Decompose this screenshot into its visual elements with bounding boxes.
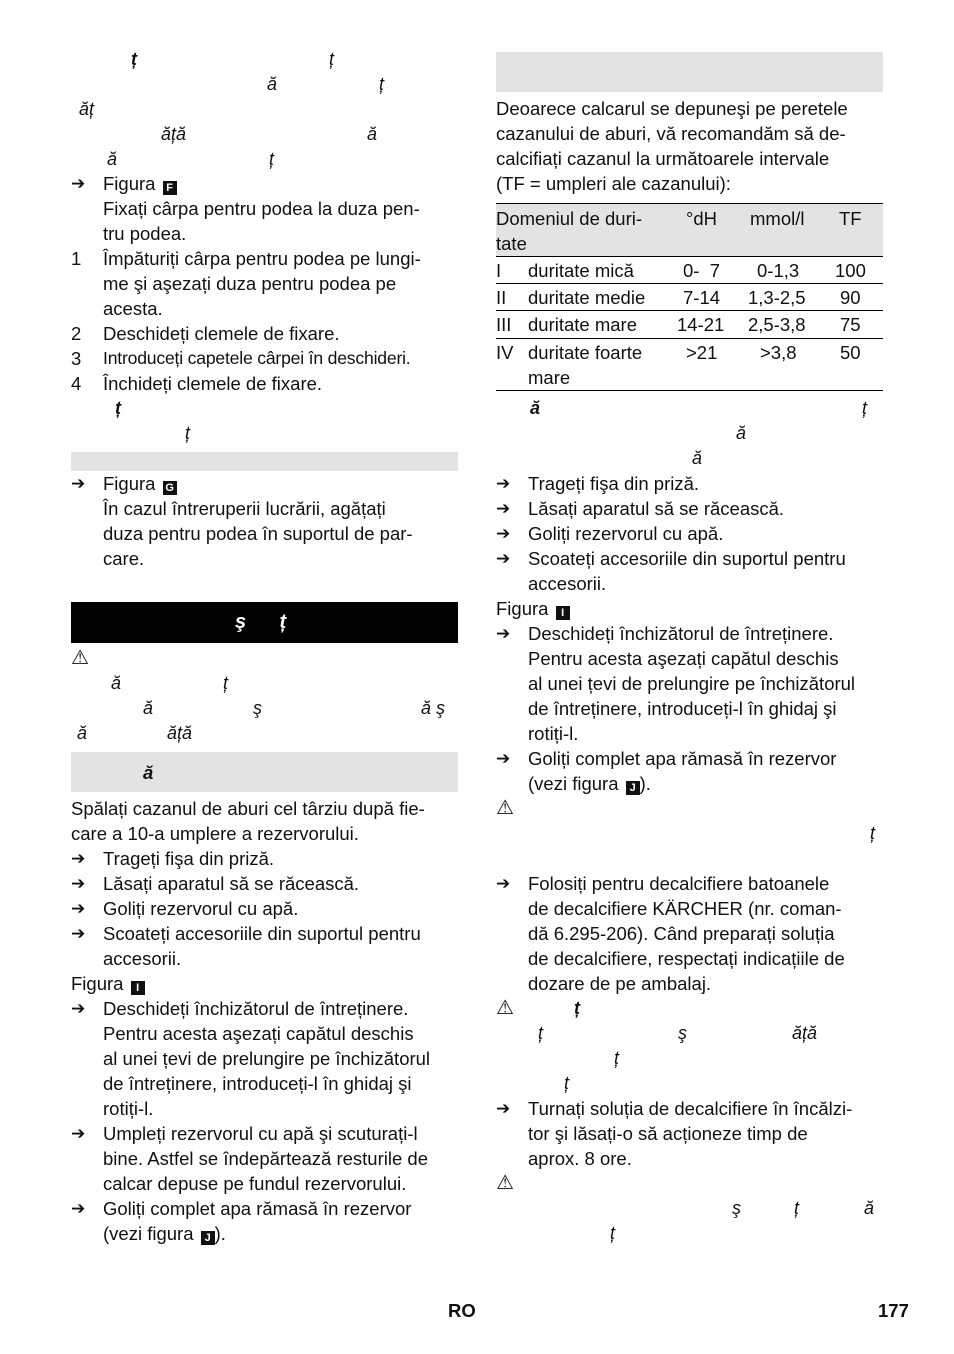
- table-header-cell: °dH: [686, 208, 718, 229]
- arrow-right-icon: ➔: [496, 624, 511, 643]
- arrow-right-icon: ➔: [71, 874, 86, 893]
- warning-icon: ⚠: [496, 997, 514, 1019]
- arrow-right-icon: ➔: [71, 849, 86, 868]
- step-number: 2: [71, 323, 82, 344]
- text-fragment: ț: [379, 74, 385, 94]
- step-line: Deschideți clemele de fixare.: [103, 323, 340, 344]
- text-fragment: ş: [678, 1023, 687, 1043]
- text-fragment: ț: [538, 1023, 544, 1043]
- text-fragment: ț: [614, 1048, 620, 1068]
- step-line: Închideți clemele de fixare.: [103, 373, 323, 394]
- table-row: II duritate medie 7-14 1,3-2,5 90: [496, 287, 861, 308]
- arrow-right-icon: ➔: [71, 899, 86, 918]
- text-fragment: ț: [870, 823, 876, 843]
- paragraph-line: Deoarece calcarul se depuneşi pe peretele: [496, 98, 848, 119]
- paragraph-line: care a 10-a umplere a rezervorului.: [71, 823, 359, 844]
- text-fragment: ăț: [79, 99, 95, 119]
- text-fragment: ă: [111, 673, 122, 693]
- text-fragment: ă: [367, 124, 378, 144]
- table-header-cell: Domeniul de duri- tate: [496, 208, 643, 254]
- arrow-right-icon: ➔: [496, 874, 511, 893]
- instruction-line: În cazul întreruperii lucrării, agățați: [103, 498, 386, 519]
- bullet-line: al unei țevi de prelungire pe închizătorul: [528, 673, 856, 694]
- bullet-line: de întreținere, introduceți-l în ghidaj şi: [103, 1073, 412, 1094]
- text-fragment: ă: [267, 74, 278, 94]
- paragraph-line: calcifiați cazanul la următoarele intervale: [496, 148, 830, 169]
- figure-label: Figura: [496, 598, 549, 619]
- step-line: acesta.: [103, 298, 163, 319]
- text-fragment: ț: [329, 49, 335, 69]
- footer-language: RO: [448, 1300, 476, 1321]
- bullet-line: dozare de pe ambalaj.: [528, 973, 712, 994]
- text-fragment: ă: [736, 423, 747, 443]
- text-fragment: ț: [131, 49, 137, 69]
- text-fragment: ă: [107, 149, 118, 169]
- figure-badge-j: J: [626, 781, 640, 795]
- bullet-line: bine. Astfel se îndepărtează resturile de: [103, 1148, 428, 1169]
- text-fragment: ă: [864, 1198, 875, 1218]
- figure-badge-g: G: [163, 481, 177, 495]
- arrow-right-icon: ➔: [71, 999, 86, 1018]
- text-fragment: ț: [269, 149, 275, 169]
- arrow-right-icon: ➔: [71, 1124, 86, 1143]
- figure-badge-i: I: [556, 606, 570, 620]
- text-fragment: ț: [794, 1198, 800, 1218]
- step-line: me şi aşezați duza pentru podea pe: [103, 273, 397, 294]
- text-fragment: ăță: [161, 124, 187, 144]
- bullet-line: accesorii.: [528, 573, 607, 594]
- text-fragment: ăță: [792, 1023, 818, 1043]
- chapter-heading: [71, 602, 458, 643]
- warning-icon: ⚠: [496, 1172, 514, 1194]
- text-fragment: ț: [610, 1223, 616, 1243]
- text-fragment: ş: [732, 1198, 741, 1218]
- section-heading-bar: [496, 52, 883, 92]
- text-fragment: ă: [530, 398, 541, 418]
- table-header-row: [496, 204, 883, 256]
- bullet-line: rotiți-l.: [103, 1098, 154, 1119]
- text-fragment: ş: [253, 698, 262, 718]
- arrow-right-icon: ➔: [496, 474, 511, 493]
- bullet-line: calcar depuse pe fundul rezervorului.: [103, 1173, 407, 1194]
- arrow-right-icon: ➔: [496, 549, 511, 568]
- table-row: III duritate mare 14-21 2,5-3,8 75: [496, 314, 861, 335]
- instruction-line: care.: [103, 548, 145, 569]
- section-heading-bar: [71, 452, 458, 471]
- hardness-table: [496, 203, 883, 391]
- warning-icon: ⚠: [71, 647, 89, 669]
- instruction-line: duza pentru podea în suportul de par-: [103, 523, 413, 544]
- warning-icon: ⚠: [496, 797, 514, 819]
- arrow-right-icon: ➔: [71, 474, 86, 493]
- arrow-right-icon: ➔: [496, 524, 511, 543]
- arrow-right-icon: ➔: [71, 1199, 86, 1218]
- instruction-line: tru podea.: [103, 223, 187, 244]
- figure-badge-i: I: [131, 981, 145, 995]
- step-number: 3: [71, 348, 82, 369]
- text-fragment: ă: [692, 448, 703, 468]
- figure-label: Figura: [103, 473, 156, 494]
- text-fragment: ă ş: [421, 698, 446, 718]
- step-line: Introduceți capetele cârpei în deschideri.: [103, 348, 411, 368]
- bullet-line: Pentru acesta aşezați capătul deschis: [103, 1023, 414, 1044]
- bullet-line: al unei țevi de prelungire pe închizătorul: [103, 1048, 431, 1069]
- bullet-line: dă 6.295-206). Când preparați soluția: [528, 923, 835, 944]
- table-header-cell: mmol/l: [750, 208, 805, 229]
- arrow-right-icon: ➔: [496, 499, 511, 518]
- paragraph-line: Spălați cazanul de aburi cel târziu după fie-: [71, 798, 425, 819]
- bullet-line: tor şi lăsați-o să acționeze timp de: [528, 1123, 808, 1144]
- table-header-cell: TF: [839, 208, 862, 229]
- figure-badge-j: J: [201, 1231, 215, 1245]
- text-fragment: ăță: [167, 723, 193, 743]
- figure-ref-f: [71, 171, 459, 196]
- figure-label: Figura: [103, 173, 156, 194]
- bullet-line: Pentru acesta aşezați capătul deschis: [528, 648, 839, 669]
- bullet-line: de întreținere, introduceți-l în ghidaj şi: [528, 698, 837, 719]
- bullet-line: de decalcifiere KÄRCHER (nr. coman-: [528, 898, 842, 919]
- text-fragment: ț: [574, 998, 580, 1018]
- arrow-right-icon: ➔: [496, 749, 511, 768]
- arrow-right-icon: ➔: [71, 174, 86, 193]
- paragraph-line: (TF = umpleri ale cazanului):: [496, 173, 731, 194]
- bullet-line: rotiți-l.: [528, 723, 579, 744]
- arrow-right-icon: ➔: [71, 924, 86, 943]
- table-row: IV duritate foarte mare >21 >3,8 50: [496, 342, 861, 388]
- text-fragment: ă: [77, 723, 88, 743]
- figure-badge-f: F: [163, 181, 177, 195]
- figure-ref-i: [71, 971, 145, 996]
- step-line: Împăturiți cârpa pentru podea pe lungi-: [103, 248, 421, 269]
- text-fragment: ț: [223, 673, 229, 693]
- chapter-heading-text: ş ț: [235, 611, 287, 633]
- arrow-right-icon: ➔: [496, 1099, 511, 1118]
- text-fragment: ț: [185, 423, 191, 443]
- step-number: 1: [71, 248, 82, 269]
- figure-label: Figura: [71, 973, 124, 994]
- figure-ref-g: [71, 471, 459, 496]
- step-number: 4: [71, 373, 82, 394]
- instruction-line: Fixați cârpa pentru podea la duza pen-: [103, 198, 420, 219]
- figure-ref-i: [496, 596, 570, 621]
- text-fragment: ț: [862, 398, 868, 418]
- bullet-line: (vezi figura J ).: [528, 773, 651, 794]
- bullet-line: de decalcifiere, respectați indicațiile de: [528, 948, 845, 969]
- table-row: I duritate mică 0- 7 0-1,3 100: [496, 260, 866, 281]
- paragraph-line: cazanului de aburi, vă recomandăm să de-: [496, 123, 846, 144]
- section-heading-bar: [71, 752, 458, 792]
- text-fragment: ă: [143, 698, 154, 718]
- bullet-line: accesorii.: [103, 948, 182, 969]
- text-fragment: ț: [115, 398, 121, 418]
- text-fragment: ț: [564, 1073, 570, 1093]
- page-number: 177: [878, 1300, 909, 1321]
- section-heading-text: ă: [143, 762, 154, 783]
- bullet-line: aprox. 8 ore.: [528, 1148, 632, 1169]
- bullet-line: (vezi figura J ).: [103, 1223, 226, 1244]
